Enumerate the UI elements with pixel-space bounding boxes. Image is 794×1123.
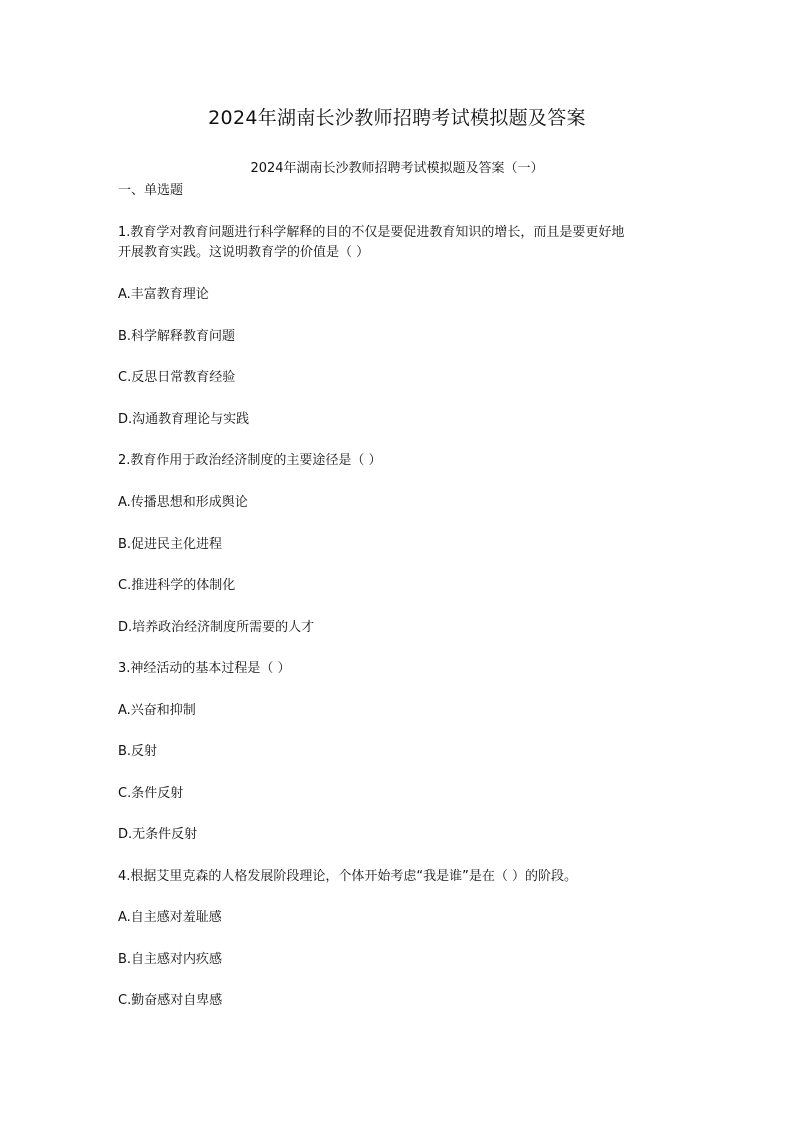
question-4-stem: 4.根据艾里克森的人格发展阶段理论，个体开始考虑“我是谁”是在（ ）的阶段。 [118, 869, 578, 884]
question-4-option-c: C.勤奋感对自卑感 [118, 993, 223, 1008]
question-2-option-d: D.培养政治经济制度所需要的人才 [118, 620, 315, 635]
question-1-option-c: C.反思日常教育经验 [118, 370, 236, 385]
question-3-option-a: A.兴奋和抑制 [118, 703, 196, 718]
question-2-option-a: A.传播思想和形成舆论 [118, 495, 248, 510]
question-1-option-d: D.沟通教育理论与实践 [118, 412, 250, 427]
question-1-option-b: B.科学解释教育问题 [118, 329, 236, 344]
question-4-option-a: A.自主感对羞耻感 [118, 910, 222, 925]
question-1-stem-line-2: 开展教育实践。这说明教育学的价值是（ ） [118, 245, 370, 260]
question-1-stem-line-1: 1.教育学对教育问题进行科学解释的目的不仅是要促进教育知识的增长，而且是要更好地 [118, 225, 625, 240]
question-2-option-b: B.促进民主化进程 [118, 537, 223, 552]
section-heading: 一、单选题 [118, 183, 184, 198]
question-3-option-c: C.条件反射 [118, 786, 184, 801]
question-3-option-b: B.反射 [118, 744, 158, 759]
question-4-option-b: B.自主感对内疚感 [118, 952, 223, 967]
question-1-option-a: A.丰富教育理论 [118, 287, 209, 302]
question-3-stem: 3.神经活动的基本过程是（ ） [118, 661, 291, 676]
exam-subtitle: 2024年湖南长沙教师招聘考试模拟题及答案（一） [250, 161, 544, 176]
document-title: 2024年湖南长沙教师招聘考试模拟题及答案 [208, 107, 586, 129]
question-2-stem: 2.教育作用于政治经济制度的主要途径是（ ） [118, 453, 382, 468]
question-3-option-d: D.无条件反射 [118, 827, 198, 842]
question-2-option-c: C.推进科学的体制化 [118, 578, 236, 593]
